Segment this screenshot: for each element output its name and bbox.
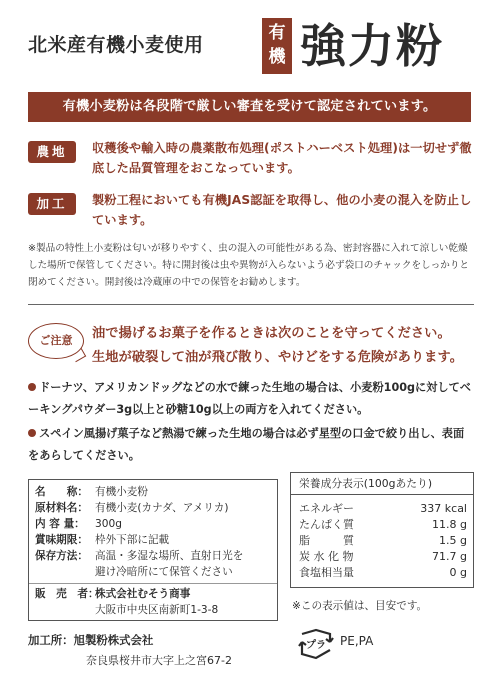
storage-note: ※製品の特性上小麦粉は匂いが移りやすく、虫の混入の可能性がある為、密封容器に入れて涼しい乾燥した場所で保管してください。特に開封後は虫や異物が入らないよう必ず袋口のチャックをしっかりと閉めてください。開封後は冷蔵庫の中での保管をお勧めします。 — [28, 243, 470, 288]
caution-bullet-1-text: ドーナツ、アメリカンドッグなどの水で練った生地の場合は、小麦粉100gに対してベーキングパウダー3g以上と砂糖10g以上の両方を入れてください。 — [28, 381, 471, 416]
info-row-storage-cont — [95, 565, 233, 580]
recycle-mark-text: プラ — [306, 640, 326, 651]
info-label-content: 内 容 量： — [35, 518, 85, 530]
info-label-expiry: 賞味期限： — [35, 534, 88, 546]
info-label-materials: 原材料名： — [35, 502, 88, 514]
nutrition-value: 11.8 g — [432, 518, 467, 531]
info-row-seller-address — [95, 603, 218, 618]
farm-tag: 農地 — [28, 141, 76, 163]
nutrition-name: 脂 質 — [299, 534, 354, 547]
product-info-box — [28, 479, 278, 621]
info-row-expiry — [35, 533, 169, 548]
info-row-storage — [35, 549, 243, 564]
caution-bullet-2-text: スペイン風揚げ菓子など熱湯で練った生地の場合は必ず星型の口金で絞り出し、表面をあらしてください。 — [28, 427, 465, 462]
info-row-materials — [35, 501, 228, 516]
nutrition-note: ※この表示値は、目安です。 — [292, 600, 428, 612]
certification-banner: 有機小麦粉は各段階で厳しい審査を受けて認定されています。 — [28, 92, 471, 122]
manufacturer-address: 奈良県桜井市大字上之宮67-2 — [86, 654, 232, 667]
caution-line-2: 生地が破裂して油が飛び散り、やけどをする危険があります。 — [92, 350, 463, 365]
organic-badge — [262, 18, 292, 74]
info-value-seller: 株式会社むそう商事 — [95, 588, 191, 600]
caution-bubble: ご注意 — [28, 323, 84, 359]
nutrition-name: 炭 水 化 物 — [299, 550, 354, 563]
product-name: 強力粉 — [300, 19, 444, 73]
bullet-dot-icon — [28, 429, 36, 437]
info-value-storage-2: 避け冷暗所にて保管ください — [95, 566, 233, 578]
info-value-seller-address: 大阪市中央区南新町1-3-8 — [95, 604, 219, 616]
processing-text: 製粉工程においても有機JAS認証を取得し、他の小麦の混入を防止しています。 — [92, 193, 472, 227]
organic-badge-char-1: 有 — [268, 23, 286, 43]
manufacturer-name: 加工所：旭製粉株式会社 — [28, 633, 154, 647]
info-value-name: 有機小麦粉 — [95, 486, 148, 498]
info-label-storage: 保存方法： — [35, 550, 88, 562]
info-separator — [29, 583, 277, 584]
nutrition-value: 337 kcal — [420, 502, 467, 515]
caution-bullet-2 — [28, 423, 474, 467]
farm-text: 収穫後や輸入時の農薬散布処理(ポストハーベスト処理)は一切せず徹底した品質管理をおこなっています。 — [92, 141, 472, 175]
header — [0, 0, 500, 88]
organic-badge-char-2: 機 — [268, 47, 286, 67]
plastic-recycle-icon — [296, 628, 336, 660]
bullet-dot-icon — [28, 383, 36, 391]
info-row-content — [35, 517, 122, 532]
nutrition-value: 0 g — [449, 566, 467, 579]
processing-tag: 加工 — [28, 193, 76, 215]
nutrition-name: 食塩相当量 — [299, 566, 354, 579]
caution-line-1: 油で揚げるお菓子を作るときは次のことを守ってください。 — [92, 326, 451, 341]
nutrition-title: 栄養成分表示(100gあたり) — [291, 473, 473, 495]
info-label-name: 名 称： — [35, 486, 88, 498]
info-row-seller — [35, 587, 190, 602]
info-value-materials: 有機小麦(カナダ、アメリカ) — [95, 502, 229, 514]
info-value-expiry: 枠外下部に記載 — [95, 534, 170, 546]
nutrition-box — [290, 472, 474, 588]
origin-text: 北米産有機小麦使用 — [28, 34, 204, 56]
caution-bullet-1 — [28, 377, 474, 421]
info-label-seller: 販 売 者： — [35, 588, 99, 600]
divider — [28, 304, 474, 305]
info-value-content: 300g — [95, 518, 122, 530]
nutrition-value: 71.7 g — [432, 550, 467, 563]
recycle-materials: PE,PA — [340, 634, 374, 648]
nutrition-name: エネルギー — [299, 502, 354, 515]
info-row-name — [35, 485, 148, 500]
nutrition-name: たんぱく質 — [299, 518, 354, 531]
nutrition-value: 1.5 g — [439, 534, 467, 547]
info-value-storage-1: 高温・多湿な場所、直射日光を — [95, 550, 244, 562]
